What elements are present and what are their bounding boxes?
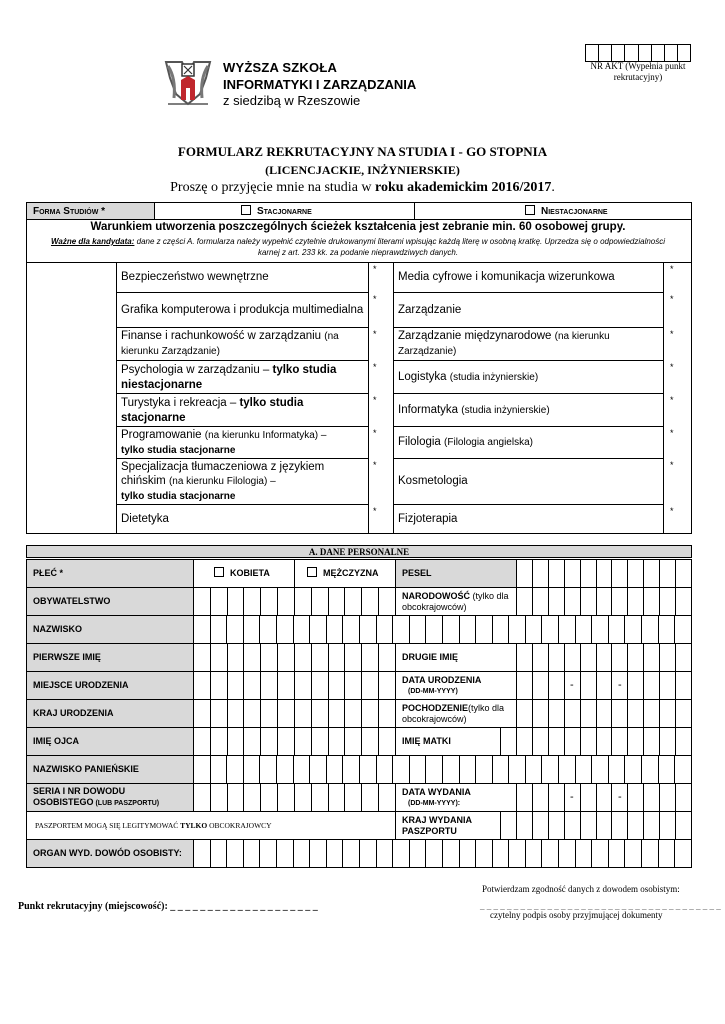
option-stacjonarne[interactable]: Stacjonarne — [155, 203, 415, 219]
date-separator: - — [570, 679, 574, 691]
required-mark: * — [670, 362, 674, 372]
label-plec: PŁEĆ * — [26, 559, 194, 588]
forma-label: Forma Studiów * — [27, 203, 155, 219]
program-option-left[interactable]: Bezpieczeństwo wewnętrzne — [116, 262, 369, 293]
label-data-urodzenia: DATA URODZENIA (DD-MM-YYYY) — [395, 671, 517, 700]
confirm-text: Potwierdzam zgodność danych z dowodem osobistym: — [482, 884, 680, 894]
pierwsze-imie-boxes[interactable] — [193, 643, 396, 672]
forma-studiow-row — [26, 202, 692, 220]
program-option-right[interactable]: Kosmetologia — [393, 458, 664, 505]
checkbox-stacjonarne[interactable] — [241, 205, 251, 215]
label-kraj-wydania: KRAJ WYDANIA PASZPORTU — [395, 811, 501, 840]
required-mark: * — [373, 329, 377, 339]
program-option-right[interactable]: Filologia (Filologia angielska) — [393, 426, 664, 459]
organ-boxes[interactable] — [193, 839, 692, 868]
label-kraj-urodzenia: KRAJ URODZENIA — [26, 699, 194, 728]
program-option-right[interactable]: Zarządzanie — [393, 292, 664, 328]
signature-label: czytelny podpis osoby przyjmującej dokumenty — [490, 910, 663, 920]
label-data-wydania: DATA WYDANIA (DD-MM-YYYY): — [395, 783, 517, 812]
date-separator: - — [618, 679, 622, 691]
pochodzenie-boxes[interactable] — [516, 699, 692, 728]
school-name-line1: WYŻSZA SZKOŁA — [223, 60, 338, 75]
required-mark: * — [373, 264, 377, 274]
nr-akt-boxes[interactable] — [585, 44, 691, 62]
date-separator: - — [570, 791, 574, 803]
required-mark: * — [373, 506, 377, 516]
data-wydania-boxes[interactable] — [516, 783, 692, 812]
required-mark: * — [670, 506, 674, 516]
program-option-right[interactable]: Informatyka (studia inżynierskie) — [393, 393, 664, 427]
option-kobieta[interactable]: KOBIETA — [193, 559, 295, 588]
seria-nr-boxes[interactable] — [193, 783, 396, 812]
program-option-right[interactable]: Media cyfrowe i komunikacja wizerunkowa — [393, 262, 664, 293]
label-nazwisko-panienskie: NAZWISKO PANIEŃSKIE — [26, 755, 194, 784]
nazwisko-boxes[interactable] — [193, 615, 692, 644]
label-obywatelstwo: OBYWATELSTWO — [26, 587, 194, 616]
label-nazwisko: NAZWISKO — [26, 615, 194, 644]
required-mark: * — [670, 294, 674, 304]
narodowosc-boxes[interactable] — [516, 587, 692, 616]
option-mezczyzna[interactable]: MĘŻCZYZNA — [294, 559, 396, 588]
label-miejsce-urodzenia: MIEJSCE URODZENIA — [26, 671, 194, 700]
conditions-headline: Warunkiem utworzenia poszczególnych ścieżek kształcenia jest zebranie min. 60 osobowej grupy. — [90, 221, 626, 233]
request-line: Proszę o przyjęcie mnie na studia w roku akademickim 2016/2017. — [170, 180, 555, 195]
school-crest-icon — [162, 58, 214, 108]
program-option-left[interactable]: Psychologia w zarządzaniu – tylko studia niestacjonarne — [116, 360, 369, 394]
required-mark: * — [670, 460, 674, 470]
imie-matki-boxes[interactable] — [500, 727, 692, 756]
label-imie-matki: IMIĘ MATKI — [395, 727, 501, 756]
pesel-boxes[interactable] — [516, 559, 692, 588]
required-mark: * — [373, 460, 377, 470]
miejsce-urodzenia-boxes[interactable] — [193, 671, 396, 700]
obywatelstwo-boxes[interactable] — [193, 587, 396, 616]
checkbox-niestacjonarne[interactable] — [525, 205, 535, 215]
label-imie-ojca: IMIĘ OJCA — [26, 727, 194, 756]
label-pochodzenie: POCHODZENIE(tylko dla obcokrajowców) — [395, 699, 517, 728]
program-option-right[interactable]: Logistyka (studia inżynierskie) — [393, 360, 664, 394]
drugie-imie-boxes[interactable] — [516, 643, 692, 672]
label-narodowosc: NARODOWOŚĆ (tylko dla obcokrajowców) — [395, 587, 517, 616]
program-option-right[interactable]: Fizjoterapia — [393, 504, 664, 534]
required-mark: * — [373, 428, 377, 438]
conditions-note: Ważne dla kandydata: dane z części A. formularza należy wypełnić czytelnie drukowanymi literami wpisując każdą literę w osobną kratkę. Uprzedza się o odpowiedzialności karnej z art. 233 kk. za podanie nieprawdziwych danych. — [50, 237, 666, 257]
program-option-right[interactable]: Zarządzanie międzynarodowe (na kierunku Zarządzanie) — [393, 327, 664, 361]
nazwisko-panienskie-boxes[interactable] — [193, 755, 692, 784]
program-option-left[interactable]: Dietetyka — [116, 504, 369, 534]
signature-line[interactable]: _ _ _ _ _ _ _ _ _ _ _ _ _ _ _ _ _ _ _ _ _ _ _ _ _ _ _ _ _ _ _ _ _ _ _ _ — [480, 901, 721, 911]
passport-note: PASZPORTEM MOGĄ SIĘ LEGITYMOWAĆ TYLKO OBCOKRAJOWCY — [26, 811, 396, 840]
program-option-left[interactable]: Specjalizacja tłumaczeniowa z językiem chińskim (na kierunku Filologia) – tylko studia stacjonarne — [116, 458, 369, 505]
required-mark: * — [373, 395, 377, 405]
label-pierwsze-imie: PIERWSZE IMIĘ — [26, 643, 194, 672]
school-name-line3: z siedzibą w Rzeszowie — [223, 93, 361, 108]
form-title: FORMULARZ REKRUTACYJNY NA STUDIA I - GO STOPNIA — [177, 144, 548, 159]
section-title: A. DANE PERSONALNE — [26, 545, 692, 558]
required-mark: * — [670, 329, 674, 339]
data-urodzenia-boxes[interactable] — [516, 671, 692, 700]
program-option-left[interactable]: Programowanie (na kierunku Informatyka) – tylko studia stacjonarne — [116, 426, 369, 459]
form-subtitle: (LICENCJACKIE, INŻYNIERSKIE) — [265, 163, 460, 177]
label-drugie-imie: DRUGIE IMIĘ — [395, 643, 517, 672]
kraj-urodzenia-boxes[interactable] — [193, 699, 396, 728]
required-mark: * — [373, 294, 377, 304]
required-mark: * — [670, 264, 674, 274]
option-niestacjonarne[interactable]: Niestacjonarne — [415, 203, 691, 219]
program-option-left[interactable]: Turystyka i rekreacja – tylko studia stacjonarne — [116, 393, 369, 427]
program-option-left[interactable]: Finanse i rachunkowość w zarządzaniu (na kierunku Zarządzanie) — [116, 327, 369, 361]
nr-akt-label: NR AKT (Wypełnia punkt rekrutacyjny) — [590, 61, 686, 82]
label-seria-nr: SERIA I NR DOWODU OSOBISTEGO (LUB PASZPORTU) — [26, 783, 194, 812]
school-name-line2: INFORMATYKI I ZARZĄDZANIA — [223, 77, 417, 92]
required-mark: * — [373, 362, 377, 372]
imie-ojca-boxes[interactable] — [193, 727, 396, 756]
punkt-rekrutacyjny[interactable]: Punkt rekrutacyjny (miejscowość): _ _ _ _ _ _ _ _ _ _ _ _ _ _ _ _ _ _ _ _ — [18, 901, 318, 912]
date-separator: - — [618, 791, 622, 803]
label-pesel: PESEL — [395, 559, 517, 588]
kraj-wydania-boxes[interactable] — [500, 811, 692, 840]
required-mark: * — [670, 395, 674, 405]
checkbox-kobieta[interactable] — [214, 567, 224, 577]
program-option-left[interactable]: Grafika komputerowa i produkcja multimedialna — [116, 292, 369, 328]
required-mark: * — [670, 428, 674, 438]
label-organ: ORGAN WYD. DOWÓD OSOBISTY: — [26, 839, 194, 868]
checkbox-mezczyzna[interactable] — [307, 567, 317, 577]
